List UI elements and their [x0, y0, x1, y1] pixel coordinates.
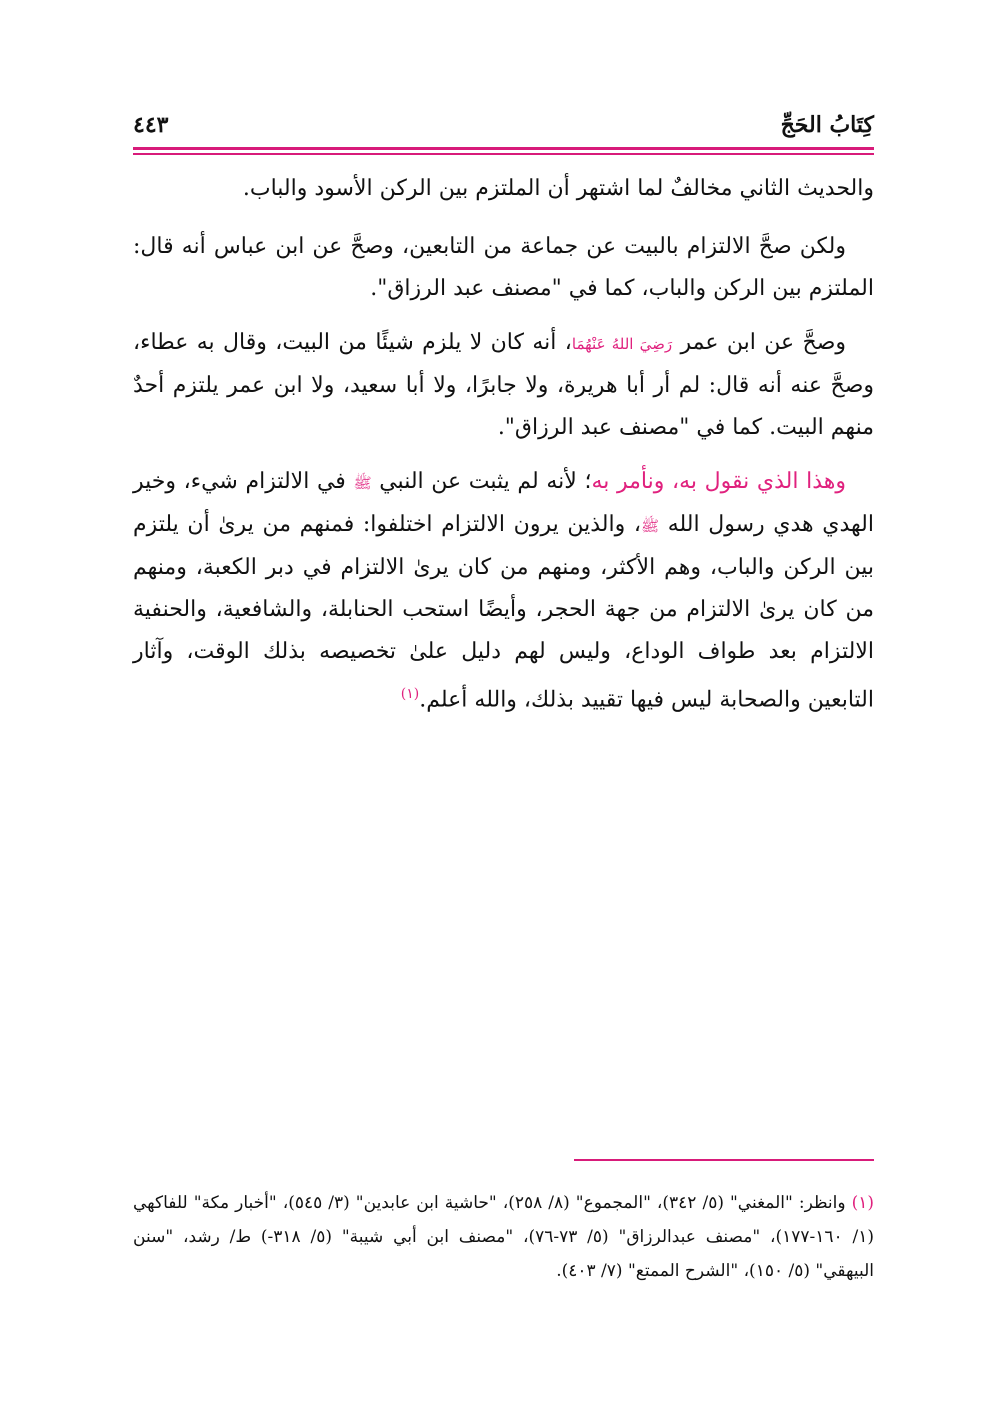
- chapter-title: كِتَابُ الحَجِّ: [780, 112, 874, 138]
- paragraph-1-text: والحديث الثاني مخالفٌ لما اشتهر أن الملتزم بين الركن الأسود والباب.: [242, 176, 874, 201]
- paragraph-3-text-a: وصحَّ عن ابن عمر: [672, 330, 846, 355]
- footnote-text: وانظر: "المغني" (٥/ ٣٤٢)، "المجموع" (٨/ ٢٥٨)، "حاشية ابن عابدين" (٣/ ٥٤٥)، "أخبار مكة" للفاكهي (١/ ١٦٠-١٧٧)، "مصنف عبدالرزاق" (٥/ ٧٣-٧٦)، "مصنف ابن أبي شيبة" (٥/ ٣١٨-) ط/ رشد، "سنن البيهقي" (٥/ ١٥٠)، "الشرح الممتع" (٧/ ٤٠٣).: [133, 1193, 874, 1281]
- paragraph-3-text-b: ، أنه كان لا يلزم شيئًا من البيت، وقال به عطاء، وصحَّ عنه أنه قال: لم أر أبا هريرة، ولا جابرًا، ولا أبا سعيد، ولا ابن عمر يلتزم أحدٌ منهم البيت. كما في "مصنف عبد الرزاق".: [133, 330, 874, 440]
- highlighted-phrase: وهذا الذي نقول به، ونأمر به: [591, 469, 846, 494]
- paragraph-4-text-a: ؛ لأنه لم يثبت عن النبي: [371, 469, 592, 494]
- salawat-glyph: ﷺ: [640, 517, 660, 535]
- main-text: [133, 168, 874, 733]
- paragraph-3: [133, 322, 874, 449]
- page-header: [133, 112, 874, 146]
- paragraph-1: [133, 168, 874, 210]
- footnote-number: (١): [851, 1193, 875, 1213]
- paragraph-4-text-b: في الالتزام شيء، وخير الهدي هدي رسول الله: [133, 469, 874, 537]
- paragraph-4-text-c: ، والذين يرون الالتزام اختلفوا: فمنهم من يرىٰ أن يلتزم بين الركن والباب، وهم الأكثر، ومنهم من كان يرىٰ الالتزام في دبر الكعبة، ومنهم من كان يرىٰ الالتزام من جهة الحجر، وأيضًا استحب الحنابلة، والشافعية، والحنفية الالتزام بعد طواف الوداع، وليس لهم دليل علىٰ تخصيصه بذلك الوقت، وآثار التابعين والصحابة ليس فيها تقييد بذلك، والله أعلم.: [133, 512, 874, 713]
- page-number: ٤٤٣: [133, 112, 169, 138]
- header-rule-bottom: [133, 153, 874, 155]
- paragraph-2-text: ولكن صحَّ الالتزام بالبيت عن جماعة من التابعين، وصحَّ عن ابن عباس أنه قال: الملتزم بين الركن والباب، كما في "مصنف عبد الرزاق".: [133, 234, 874, 301]
- footnote: [133, 1186, 874, 1288]
- book-page: [133, 0, 874, 1418]
- salawat-glyph: ﷺ: [353, 474, 372, 492]
- footnote-reference[interactable]: (١): [400, 686, 420, 702]
- header-rule-top: [133, 147, 874, 150]
- paragraph-2: [133, 226, 874, 310]
- footnote-separator: [574, 1159, 874, 1161]
- honorific-glyph: رَضِيَ اللهُ عَنْهُمَا: [571, 335, 673, 353]
- paragraph-4: [133, 461, 874, 721]
